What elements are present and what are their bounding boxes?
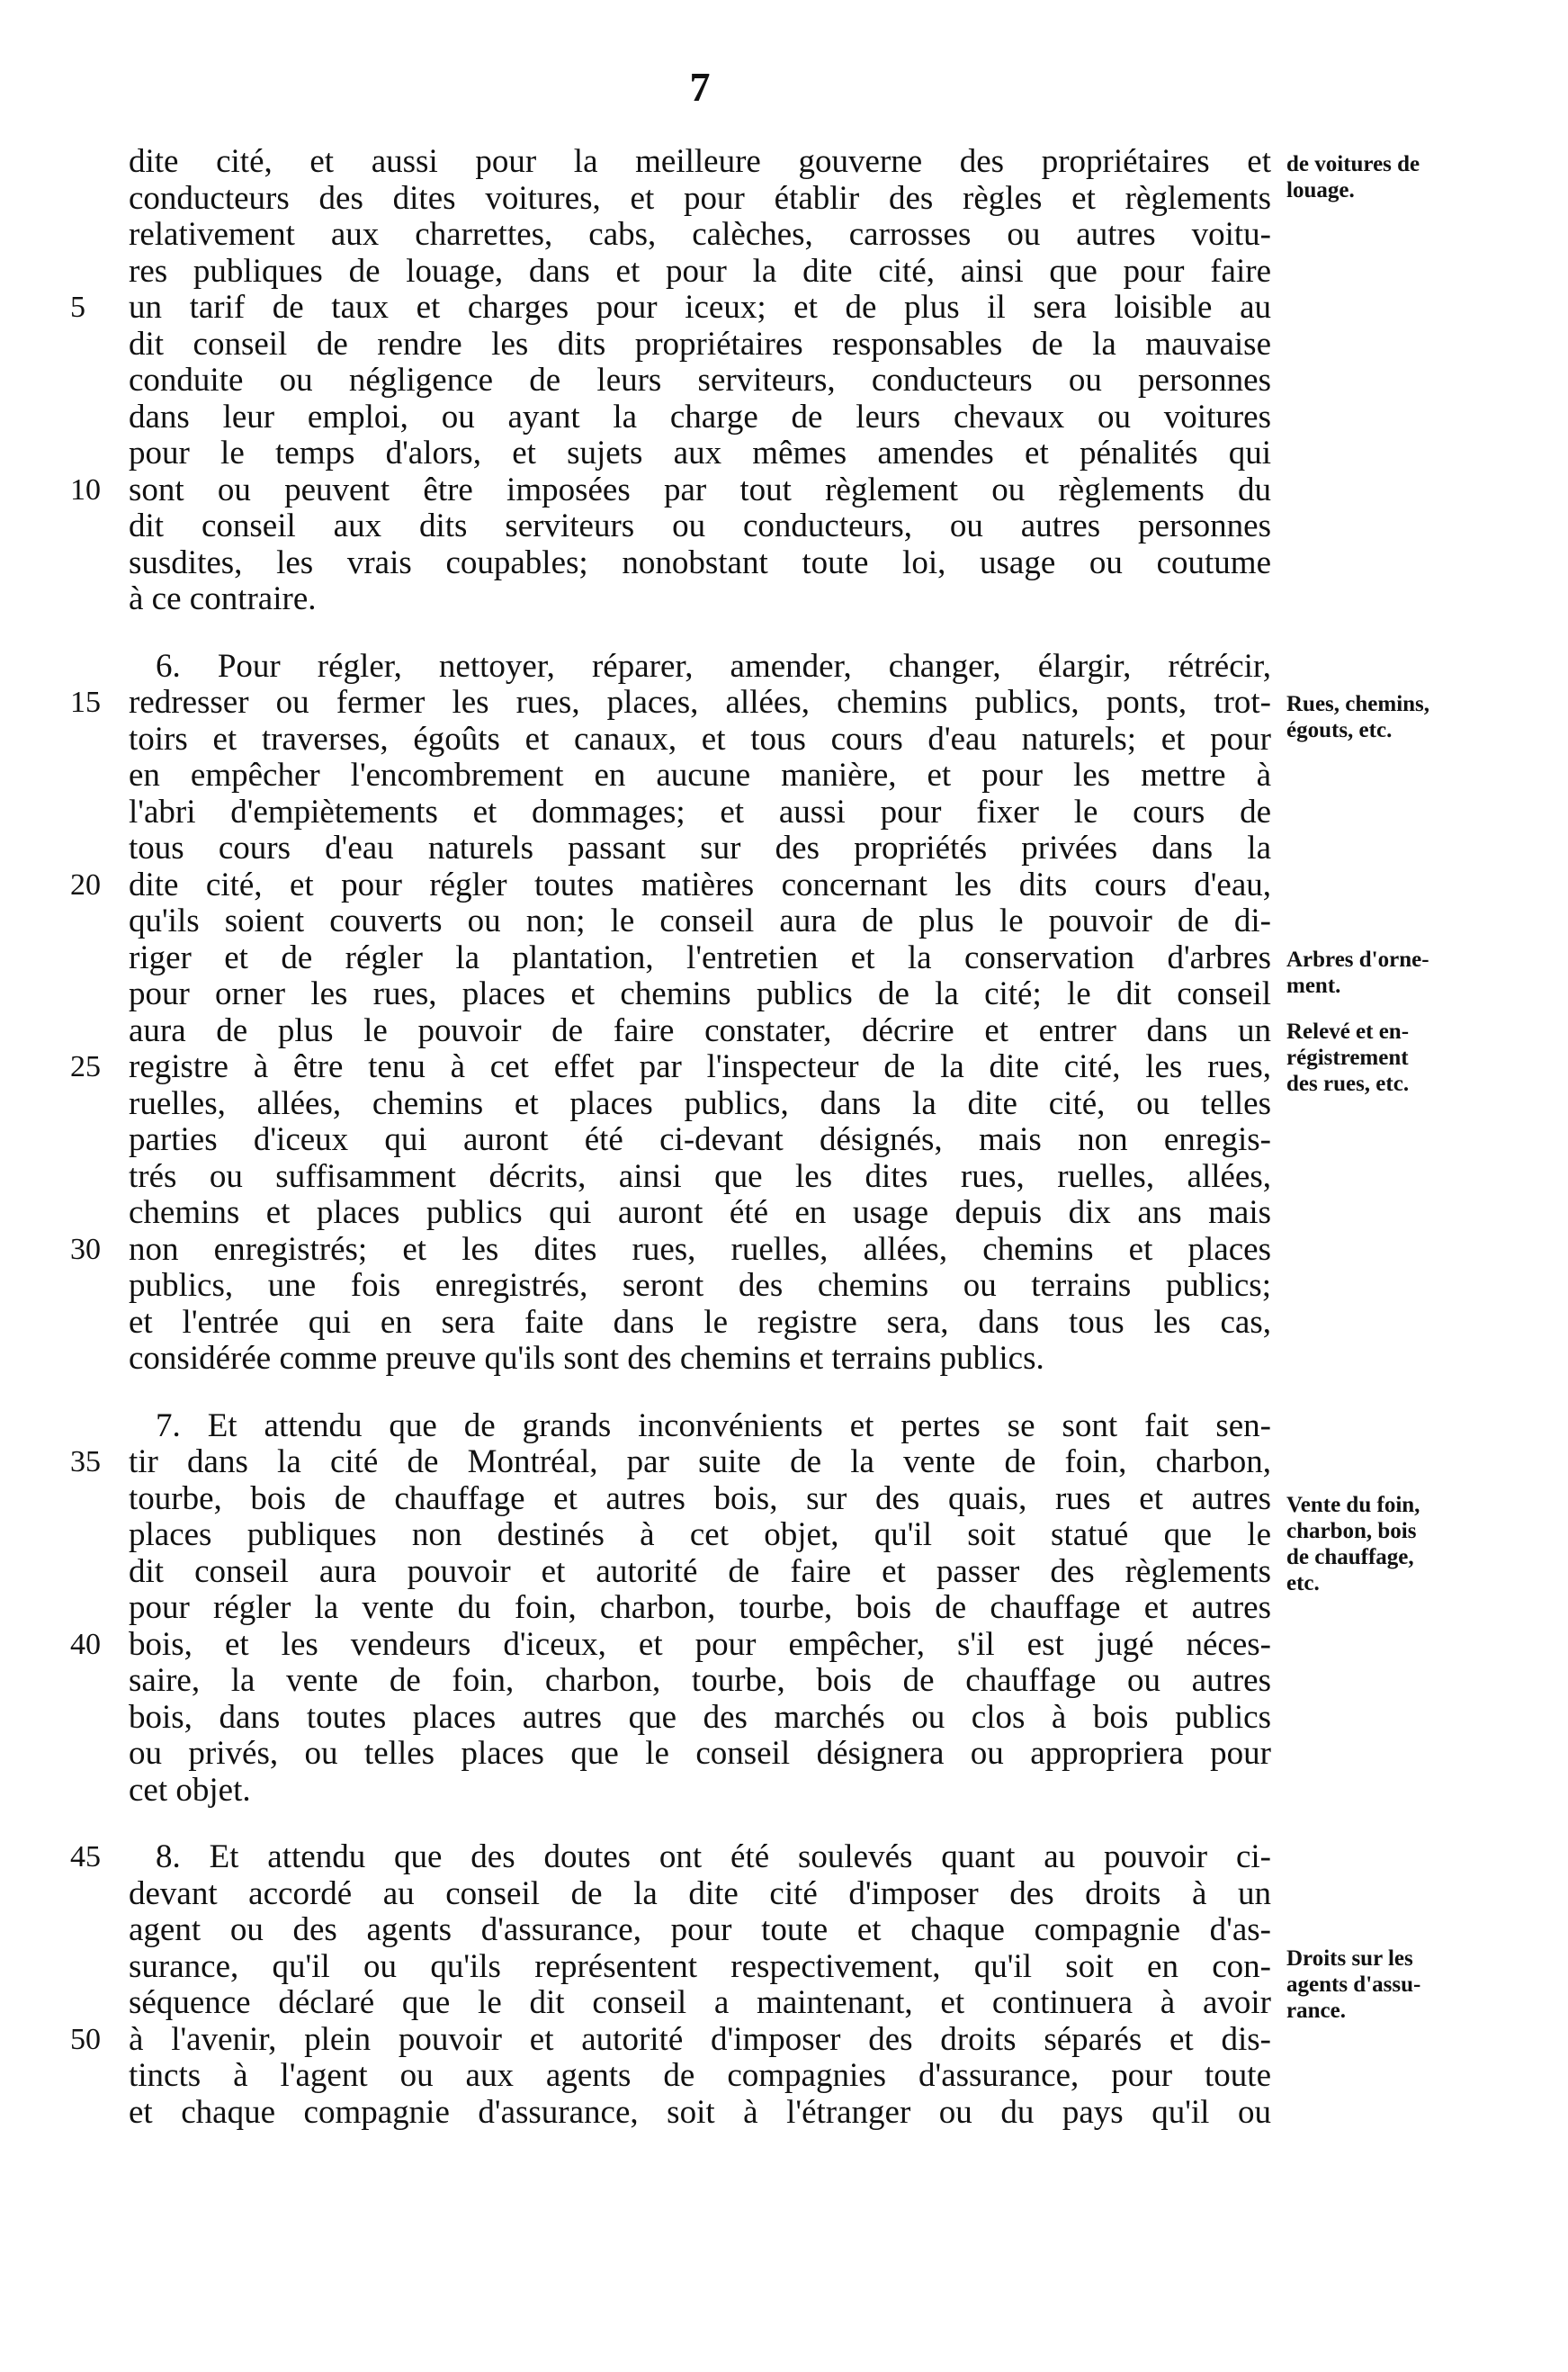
text-line: [129, 795, 1271, 831]
line-text: aura de plus le pouvoir de faire constater, décrire et entrer dans un: [129, 1011, 1271, 1049]
margin-note-line: Droits sur les: [1286, 1946, 1413, 1971]
text-line: [129, 1122, 1271, 1159]
margin-note: [1286, 1945, 1511, 2024]
line-text: relativement aux charrettes, cabs, calèches, carrosses ou autres voitu-: [129, 216, 1271, 253]
margin-note: [1286, 947, 1511, 999]
line-text: dite cité, et pour régler toutes matières concernant les dits cours d'eau,: [129, 866, 1271, 903]
text-line: [129, 722, 1271, 759]
text-line: [70, 1443, 1271, 1481]
paragraph: [70, 1838, 1271, 2131]
margin-note: [1286, 151, 1511, 203]
text-line: [129, 1590, 1271, 1627]
line-text: et l'entrée qui en sera faite dans le registre sera, dans tous les cas,: [129, 1303, 1271, 1341]
text-line: [129, 1663, 1271, 1700]
margin-note-line: ment.: [1286, 974, 1341, 998]
line-text: 7. Et attendu que de grands inconvénients et pertes se sont fait sen-: [156, 1406, 1271, 1444]
text-line: [129, 1408, 1271, 1445]
margin-note-line: régistrement: [1286, 1046, 1409, 1070]
text-line: [70, 1048, 1271, 1086]
line-text: à ce contraire.: [129, 580, 317, 617]
line-text: parties d'iceux qui auront été ci-devant désignés, mais non enregis-: [129, 1121, 1271, 1158]
line-text: toirs et traverses, égoûts et canaux, et tous cours d'eau naturels; et pour: [129, 720, 1271, 758]
text-line: [129, 508, 1271, 545]
line-text: redresser ou fermer les rues, places, allées, chemins publics, ponts, trot-: [129, 684, 1271, 721]
line-number: 50: [70, 2022, 101, 2056]
text-line: [129, 545, 1271, 582]
text-line: [129, 1949, 1271, 1986]
text-line: [70, 471, 1271, 509]
text-line: [129, 181, 1271, 218]
line-text: qu'ils soient couverts ou non; le conseil aura de plus le pouvoir de di-: [129, 903, 1271, 939]
text-line: [129, 1912, 1271, 1949]
line-text: pour orner les rues, places et chemins publics de la cité; le dit conseil: [129, 975, 1271, 1012]
line-text: et chaque compagnie d'assurance, soit à l'étranger ou du pays qu'il ou: [129, 2093, 1271, 2131]
line-text: en empêcher l'encombrement en aucune manière, et pour les mettre à: [129, 757, 1271, 794]
margin-note-line: charbon, bois: [1286, 1519, 1417, 1543]
line-text: ou privés, ou telles places que le conseil désignera ou appropriera pour: [129, 1735, 1271, 1772]
text-line: [129, 2095, 1271, 2132]
text-line: [129, 1341, 1271, 1378]
text-line: [70, 289, 1271, 327]
text-line: [129, 1481, 1271, 1518]
line-text: dit conseil de rendre les dits propriétaires responsables de la mauvaise: [129, 325, 1271, 363]
line-number: 45: [70, 1840, 101, 1873]
text-line: [129, 363, 1271, 400]
line-text: riger et de régler la plantation, l'entretien et la conservation d'arbres: [129, 939, 1271, 976]
text-line: [129, 976, 1271, 1013]
text-line: [129, 1086, 1271, 1123]
line-text: considérée comme preuve qu'ils sont des chemins et terrains publics.: [129, 1340, 1044, 1377]
text-line: [129, 2058, 1271, 2095]
line-number: 35: [70, 1445, 101, 1478]
line-number: 40: [70, 1627, 101, 1661]
line-number: 15: [70, 686, 101, 719]
line-text: agent ou des agents d'assurance, pour toute et chaque compagnie d'as-: [129, 1911, 1271, 1948]
line-text: 8. Et attendu que des doutes ont été soulevés quant au pouvoir ci-: [156, 1838, 1271, 1875]
paragraph: [70, 1406, 1271, 1810]
margin-note-line: Rues, chemins,: [1286, 692, 1430, 716]
line-text: sont ou peuvent être imposées par tout règlement ou règlements du: [129, 471, 1271, 508]
line-number: 25: [70, 1050, 101, 1083]
text-line: [129, 1773, 1271, 1810]
text-line: [129, 436, 1271, 472]
line-text: saire, la vente de foin, charbon, tourbe, bois de chauffage ou autres: [129, 1662, 1271, 1699]
text-line: [129, 1159, 1271, 1196]
margin-note-line: louage.: [1286, 178, 1355, 202]
line-text: pour le temps d'alors, et sujets aux mêmes amendes et pénalités qui: [129, 435, 1271, 472]
text-line: [129, 831, 1271, 867]
margin-note-line: Arbres d'orne-: [1286, 948, 1429, 972]
line-text: non enregistrés; et les dites rues, ruelles, allées, chemins et places: [129, 1230, 1271, 1268]
text-line: [70, 684, 1271, 722]
line-text: dans leur emploi, ou ayant la charge de leurs chevaux ou voitures: [129, 398, 1271, 436]
text-line: [129, 1554, 1271, 1591]
line-text: places publiques non destinés à cet objet, qu'il soit statué que le: [129, 1516, 1271, 1553]
text-line: [129, 649, 1271, 686]
margin-note-line: égouts, etc.: [1286, 718, 1393, 742]
line-text: publics, une fois enregistrés, seront des chemins ou terrains publics;: [129, 1267, 1271, 1304]
margin-note-line: de chauffage,: [1286, 1545, 1414, 1569]
line-text: séquence déclaré que le dit conseil a maintenant, et continuera à avoir: [129, 1984, 1271, 2021]
line-text: tir dans la cité de Montréal, par suite de la vente de foin, charbon,: [129, 1443, 1271, 1480]
text-line: [129, 144, 1271, 181]
line-text: ruelles, allées, chemins et places publics, dans la dite cité, ou telles: [129, 1084, 1271, 1122]
text-line: [129, 1985, 1271, 2022]
line-text: à l'avenir, plein pouvoir et autorité d'imposer des droits séparés et dis-: [129, 2020, 1271, 2058]
text-line: [70, 1838, 1271, 1876]
text-line: [129, 581, 1271, 618]
text-line: [129, 1305, 1271, 1342]
line-text: tincts à l'agent ou aux agents de compagnies d'assurance, pour toute: [129, 2057, 1271, 2094]
text-line: [129, 1195, 1271, 1232]
margin-note-line: agents d'assu-: [1286, 1972, 1421, 1997]
line-text: trés ou suffisamment décrits, ainsi que les dites rues, ruelles, allées,: [129, 1157, 1271, 1195]
margin-note-line: rance.: [1286, 1999, 1346, 2023]
line-text: pour régler la vente du foin, charbon, tourbe, bois de chauffage et autres: [129, 1589, 1271, 1626]
margin-note-line: des rues, etc.: [1286, 1072, 1410, 1096]
page-number: 7: [689, 64, 711, 110]
line-text: bois, et les vendeurs d'iceux, et pour empêcher, s'il est jugé néces-: [129, 1625, 1271, 1663]
text-line: [129, 1013, 1271, 1050]
margin-note-line: etc.: [1286, 1571, 1320, 1595]
line-text: devant accordé au conseil de la dite cité d'imposer des droits à un: [129, 1874, 1271, 1912]
line-text: l'abri d'empiètements et dommages; et aussi pour fixer le cours de: [129, 793, 1271, 831]
line-text: tourbe, bois de chauffage et autres bois, sur des quais, rues et autres: [129, 1479, 1271, 1517]
line-text: cet objet.: [129, 1771, 251, 1809]
text-line: [129, 1736, 1271, 1773]
line-number: 5: [70, 291, 85, 324]
text-line: [129, 1517, 1271, 1554]
text-line: [129, 758, 1271, 795]
line-number: 30: [70, 1232, 101, 1266]
line-text: conducteurs des dites voitures, et pour établir des règles et règlements: [129, 179, 1271, 217]
line-text: dit conseil aux dits serviteurs ou conducteurs, ou autres personnes: [129, 508, 1271, 544]
text-line: [129, 217, 1271, 254]
margin-note-line: Vente du foin,: [1286, 1493, 1420, 1517]
text-line: [129, 327, 1271, 364]
line-text: registre à être tenu à cet effet par l'inspecteur de la dite cité, les rues,: [129, 1048, 1271, 1085]
line-text: 6. Pour régler, nettoyer, réparer, amender, changer, élargir, rétrécir,: [156, 647, 1271, 685]
text-line: [129, 1268, 1271, 1305]
line-text: susdites, les vrais coupables; nonobstant toute loi, usage ou coutume: [129, 544, 1271, 581]
paragraph: [70, 647, 1271, 1378]
line-text: res publiques de louage, dans et pour la dite cité, ainsi que pour faire: [129, 252, 1271, 290]
line-number: 20: [70, 867, 101, 902]
margin-note-line: de voitures de: [1286, 152, 1420, 176]
line-text: dite cité, et aussi pour la meilleure gouverne des propriétaires et: [129, 143, 1271, 180]
margin-note-line: Relevé et en-: [1286, 1020, 1410, 1044]
margin-note: [1286, 1019, 1511, 1097]
line-text: bois, dans toutes places autres que des marchés ou clos à bois publics: [129, 1698, 1271, 1736]
line-text: tous cours d'eau naturels passant sur des propriétés privées dans la: [129, 830, 1271, 867]
line-text: un tarif de taux et charges pour iceux; et de plus il sera loisible au: [129, 289, 1271, 326]
line-number: 10: [70, 472, 101, 507]
margin-note: [1286, 691, 1511, 743]
text-line: [129, 1876, 1271, 1913]
text-line: [70, 866, 1271, 904]
paragraph: [70, 143, 1271, 618]
line-text: surance, qu'il ou qu'ils représentent respectivement, qu'il soit en con-: [129, 1947, 1271, 1985]
text-line: [70, 2020, 1271, 2059]
line-text: dit conseil aura pouvoir et autorité de faire et passer des règlements: [129, 1552, 1271, 1590]
text-line: [70, 1625, 1271, 1664]
text-line: [129, 940, 1271, 977]
text-line: [129, 903, 1271, 940]
text-line: [129, 1700, 1271, 1737]
text-line: [129, 400, 1271, 436]
text-line: [129, 254, 1271, 291]
body-text: [70, 143, 1271, 2131]
line-text: chemins et places publics qui auront été en usage depuis dix ans mais: [129, 1194, 1271, 1231]
text-line: [70, 1230, 1271, 1269]
line-text: conduite ou négligence de leurs serviteurs, conducteurs ou personnes: [129, 362, 1271, 399]
margin-note: [1286, 1492, 1511, 1596]
